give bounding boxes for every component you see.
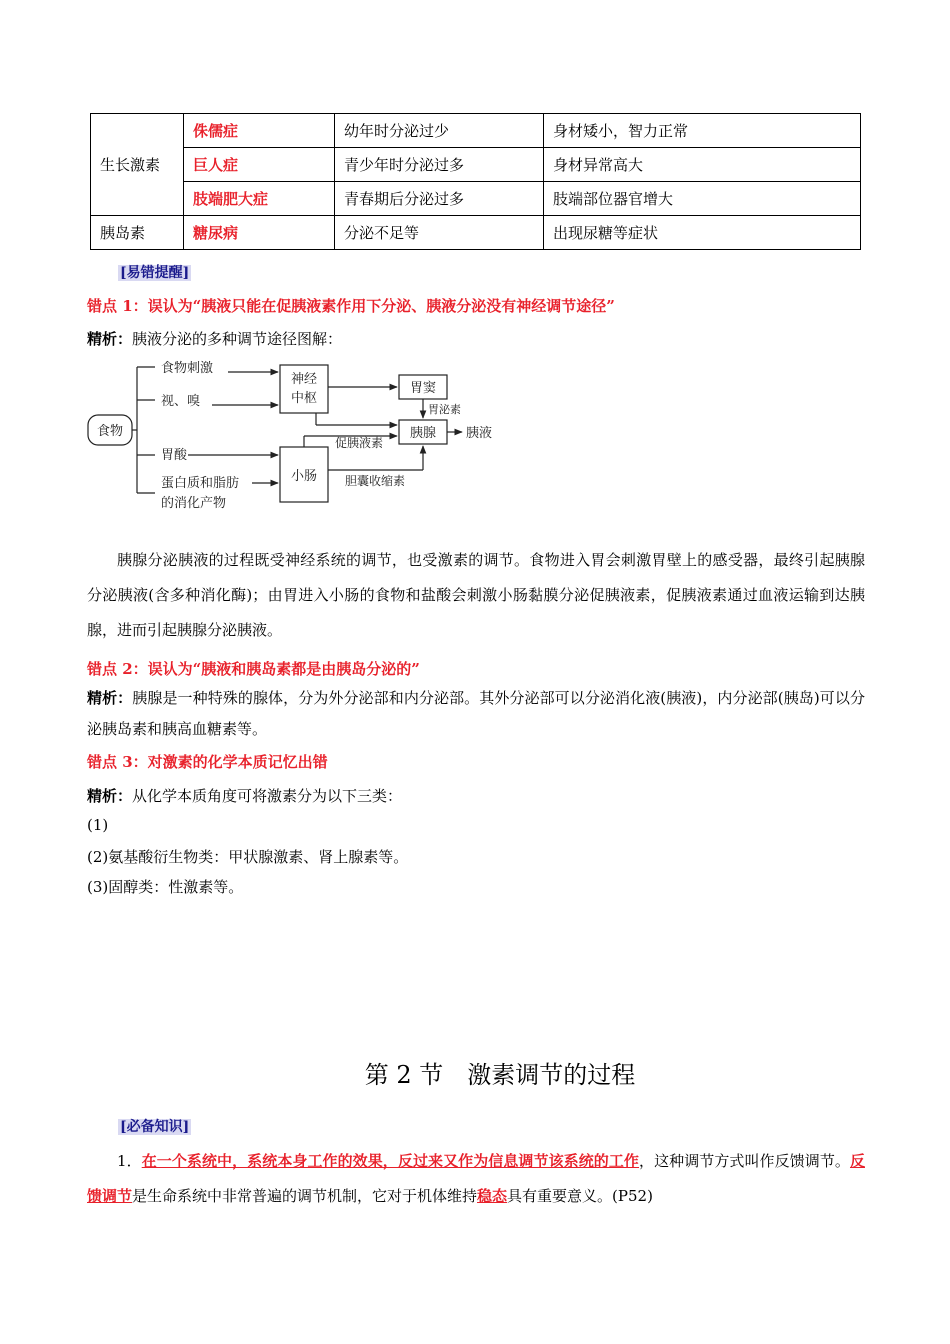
cause-cell: 分泌不足等	[335, 216, 544, 250]
analysis-1	[87, 328, 342, 349]
food-label: 食物	[96, 424, 124, 439]
protein-fat-label: 蛋白质和脂肪	[161, 476, 240, 491]
analysis-text: 胰腺是一种特殊的腺体，分为外分泌部和内分泌部。其外分泌部可以分泌消化液(胰液)，内分泌部(胰岛)可以分泌胰岛素和胰高血糖素等。	[87, 689, 865, 738]
symptom-cell: 身材矮小，智力正常	[544, 114, 861, 148]
error-point-3-title: 错点 3：对激素的化学本质记忆出错	[87, 753, 328, 771]
cause-cell: 幼年时分泌过少	[335, 114, 544, 148]
category-item-1: (1)	[87, 816, 109, 834]
table-row	[91, 216, 861, 250]
disease-cell: 糖尿病	[184, 216, 335, 250]
analysis-text: 从化学本质角度可将激素分为以下三类：	[132, 787, 403, 805]
digestion-product-label: 的消化产物	[161, 496, 227, 511]
paragraph-text: ，这种调节方式叫作反馈调节。	[639, 1152, 850, 1170]
key-point-3: 稳态	[477, 1187, 508, 1205]
nerve-center-label-1: 神经	[290, 372, 318, 387]
stomach-antrum-label: 胃窦	[409, 381, 437, 396]
analysis-label: 精析：	[87, 787, 133, 805]
paragraph-text: 具有重要意义。(P52)	[507, 1187, 653, 1205]
sight-smell-label: 视、嗅	[161, 394, 201, 409]
secretin-label: 促胰液素	[335, 436, 384, 450]
analysis-label: 精析：	[87, 330, 133, 348]
cck-label: 胆囊收缩素	[345, 474, 406, 488]
hormone-cell: 生长激素	[91, 114, 184, 216]
feedback-paragraph	[87, 1144, 865, 1214]
symptom-cell: 身材异常高大	[544, 148, 861, 182]
symptom-cell: 肢端部位器官增大	[544, 182, 861, 216]
table-row	[91, 148, 861, 182]
key-point-2: 反馈调节	[87, 1152, 865, 1205]
error-point-1-title: 错点 1：误认为“胰液只能在促胰液素作用下分泌、胰液分泌没有神经调节途径”	[87, 297, 615, 315]
section-heading: 第 2 节 激素调节的过程	[364, 1061, 636, 1089]
analysis-2	[87, 683, 865, 745]
food-stimulus-label: 食物刺激	[161, 361, 214, 376]
pancreas-regulation-diagram	[80, 355, 520, 520]
analysis-text: 胰液分泌的多种调节途径图解：	[132, 330, 343, 348]
category-item-3: (3)固醇类：性激素等。	[87, 878, 244, 896]
hormone-disease-table	[90, 113, 861, 250]
pancreas-label: 胰腺	[409, 426, 437, 441]
gastrin-label: 胃泌素	[428, 403, 461, 416]
symptom-cell: 出现尿糖等症状	[544, 216, 861, 250]
disease-cell: 侏儒症	[184, 114, 335, 148]
category-item-2: (2)氨基酸衍生物类：甲状腺激素、肾上腺素等。	[87, 848, 409, 866]
explanation-paragraph: 胰腺分泌胰液的过程既受神经系统的调节，也受激素的调节。食物进入胃会刺激胃壁上的感受器，最终引起胰腺分泌胰液(含多种消化酶)；由胃进入小肠的食物和盐酸会刺激小肠黏膜分泌促胰液素，促胰液素通过血液运输到达胰腺，进而引起胰腺分泌胰液。	[87, 551, 865, 639]
small-intestine-label: 小肠	[290, 469, 318, 484]
analysis-3	[87, 785, 402, 806]
section-tag: [必备知识]	[120, 1119, 190, 1135]
cause-cell: 青少年时分泌过多	[335, 148, 544, 182]
cause-cell: 青春期后分泌过多	[335, 182, 544, 216]
analysis-label: 精析：	[87, 689, 133, 707]
table-row	[91, 182, 861, 216]
hormone-cell: 胰岛素	[91, 216, 184, 250]
nerve-center-label-2: 中枢	[290, 391, 318, 406]
table-row	[91, 114, 861, 148]
paragraph-number: 1．	[117, 1152, 142, 1170]
error-point-2-title: 错点 2：误认为“胰液和胰岛素都是由胰岛分泌的”	[87, 660, 420, 678]
key-point-1: 在一个系统中，系统本身工作的效果，反过来又作为信息调节该系统的工作	[141, 1152, 639, 1170]
section-tag: [易错提醒]	[120, 265, 190, 281]
pancreatic-juice-label: 胰液	[466, 426, 493, 441]
disease-cell: 巨人症	[184, 148, 335, 182]
paragraph-text: 是生命系统中非常普遍的调节机制，它对于机体维持	[132, 1187, 478, 1205]
gastric-acid-label: 胃酸	[161, 448, 188, 463]
disease-cell: 肢端肥大症	[184, 182, 335, 216]
